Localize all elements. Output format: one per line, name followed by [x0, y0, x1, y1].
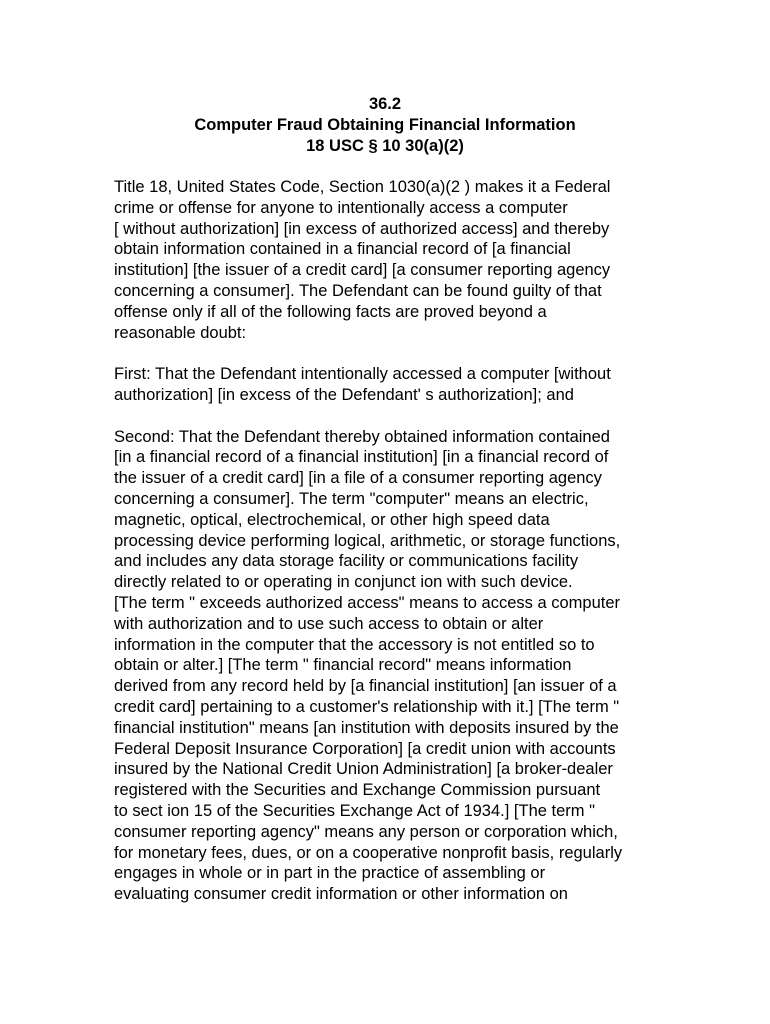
document-body: [114, 177, 674, 905]
text-line: processing device performing logical, arithmetic, or storage functions,: [114, 531, 621, 550]
text-line: the issuer of a credit card] [in a file of a consumer reporting agency: [114, 469, 602, 488]
text-line: with authorization and to use such access to obtain or alter: [114, 614, 544, 633]
text-line: to sect ion 15 of the Securities Exchange Act of 1934.] [The term ": [114, 801, 595, 820]
text-line: engages in whole or in part in the practice of assembling or: [114, 864, 546, 883]
text-line: and includes any data storage facility or communications facility: [114, 552, 579, 571]
text-line: credit card] pertaining to a customer's relationship with it.] [The term ": [114, 697, 620, 716]
text-line: offense only if all of the following facts are proved beyond a: [114, 302, 547, 321]
text-line: Second: That the Defendant thereby obtained information contained: [114, 427, 610, 446]
paragraph-1: [114, 177, 674, 343]
text-line: concerning a consumer]. The Defendant can be found guilty of that: [114, 281, 602, 300]
text-line: evaluating consumer credit information or other information on: [114, 885, 568, 904]
paragraph-3: [114, 427, 674, 905]
text-line: derived from any record held by [a financial institution] [an issuer of a: [114, 677, 617, 696]
text-line: [in a financial record of a financial institution] [in a financial record of: [114, 448, 609, 467]
text-line: information in the computer that the accessory is not entitled so to: [114, 635, 595, 654]
document-heading: [0, 94, 770, 156]
text-line: obtain or alter.] [The term " financial record" means information: [114, 656, 572, 675]
text-line: directly related to or operating in conjunct ion with such device.: [114, 573, 573, 592]
paragraph-2: [114, 364, 674, 406]
text-line: reasonable doubt:: [114, 323, 247, 342]
text-line: for monetary fees, dues, or on a cooperative nonprofit basis, regularly: [114, 843, 623, 862]
text-line: [The term " exceeds authorized access" means to access a computer: [114, 593, 621, 612]
text-line: magnetic, optical, electrochemical, or other high speed data: [114, 510, 550, 529]
section-number: 36.2: [368, 95, 402, 113]
text-line: crime or offense for anyone to intentionally access a computer: [114, 198, 568, 217]
text-line: Federal Deposit Insurance Corporation] [a credit union with accounts: [114, 739, 616, 758]
text-line: authorization] [in excess of the Defendant' s authorization]; and: [114, 385, 574, 404]
statute-citation: 18 USC § 10 30(a)(2): [306, 136, 464, 155]
paragraph-gap: [114, 343, 674, 364]
text-line: consumer reporting agency" means any person or corporation which,: [114, 822, 618, 841]
text-line: Title 18, United States Code, Section 1030(a)(2 ) makes it a Federal: [114, 178, 611, 196]
text-line: [ without authorization] [in excess of authorized access] and thereby: [114, 219, 610, 238]
text-line: financial institution" means [an institution with deposits insured by the: [114, 718, 619, 737]
text-line: insured by the National Credit Union Administration] [a broker-dealer: [114, 760, 613, 779]
text-line: concerning a consumer]. The term "computer" means an electric,: [114, 489, 589, 508]
text-line: obtain information contained in a financial record of [a financial: [114, 240, 571, 259]
text-line: institution] [the issuer of a credit card] [a consumer reporting agency: [114, 261, 611, 280]
paragraph-gap: [114, 406, 674, 427]
section-title: Computer Fraud Obtaining Financial Information: [194, 115, 576, 134]
text-line: First: That the Defendant intentionally accessed a computer [without: [114, 365, 611, 384]
text-line: registered with the Securities and Exchange Commission pursuant: [114, 781, 601, 800]
